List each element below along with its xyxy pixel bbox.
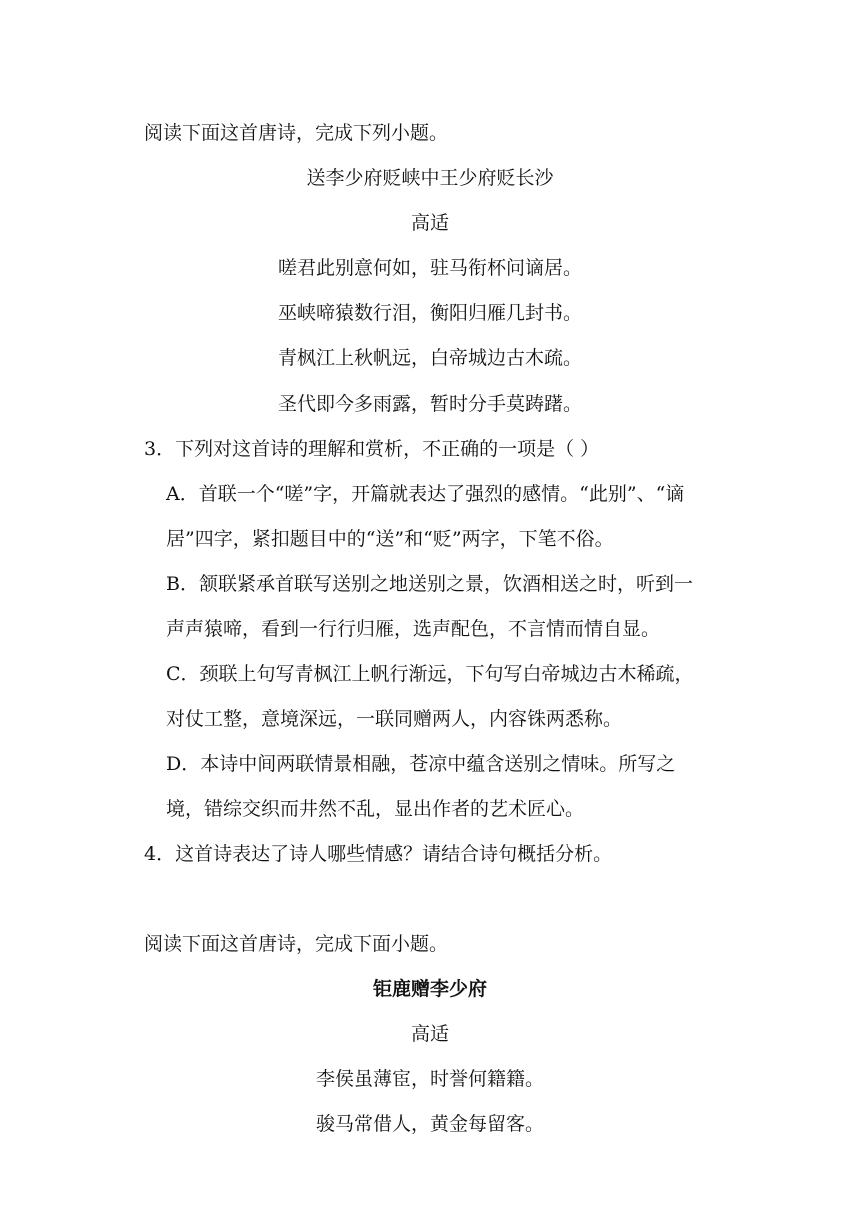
option-a-line2: 居”四字，紧扣题目中的“送”和“贬”两字，下笔不俗。	[166, 528, 614, 550]
option-d-line1: D．本诗中间两联情景相融，苍凉中蕴含送别之情味。所写之	[166, 753, 676, 775]
option-a-line1: A．首联一个“嗟”字，开篇就表达了强烈的感情。“此别”、“谪	[166, 483, 685, 505]
instruction-2: 阅读下面这首唐诗，完成下面小题。	[144, 933, 449, 955]
option-c-line2: 对仗工整，意境深远，一联同赠两人，内容铢两悉称。	[166, 708, 623, 730]
poem-title-2: 钜鹿赠李少府	[372, 978, 487, 1000]
poem-author-1: 高适	[410, 212, 449, 234]
option-b-line1: B．颔联紧承首联写送别之地送别之景，饮酒相送之时，听到一	[166, 573, 693, 595]
poem-line: 李侯虽薄宦，时誉何籍籍。	[315, 1068, 544, 1090]
question-3-stem: 3．下列对这首诗的理解和赏析，不正确的一项是（ ）	[144, 438, 600, 460]
poem-line: 巫峡啼猿数行泪，衡阳归雁几封书。	[277, 302, 582, 324]
instruction-1: 阅读下面这首唐诗，完成下列小题。	[144, 122, 449, 144]
poem-line: 青枫江上秋帆远，白帝城边古木疏。	[277, 347, 582, 369]
option-d-line2: 境，错综交织而井然不乱，显出作者的艺术匠心。	[166, 798, 585, 820]
poem-line: 圣代即今多雨露，暂时分手莫踌躇。	[277, 393, 582, 415]
option-b-line2: 声声猿啼，看到一行行归雁，选声配色，不言情而情自显。	[166, 618, 661, 640]
poem-line: 骏马常借人，黄金每留客。	[315, 1113, 544, 1135]
poem-author-2: 高适	[410, 1023, 449, 1045]
poem-line: 嗟君此别意何如，驻马衔杯问谪居。	[277, 257, 582, 279]
option-c-line1: C．颈联上句写青枫江上帆行渐远，下句写白帝城边古木稀疏，	[166, 663, 694, 685]
poem-title-1: 送李少府贬峡中王少府贬长沙	[306, 167, 554, 189]
question-4: 4．这首诗表达了诗人哪些情感？请结合诗句概括分析。	[144, 843, 613, 865]
